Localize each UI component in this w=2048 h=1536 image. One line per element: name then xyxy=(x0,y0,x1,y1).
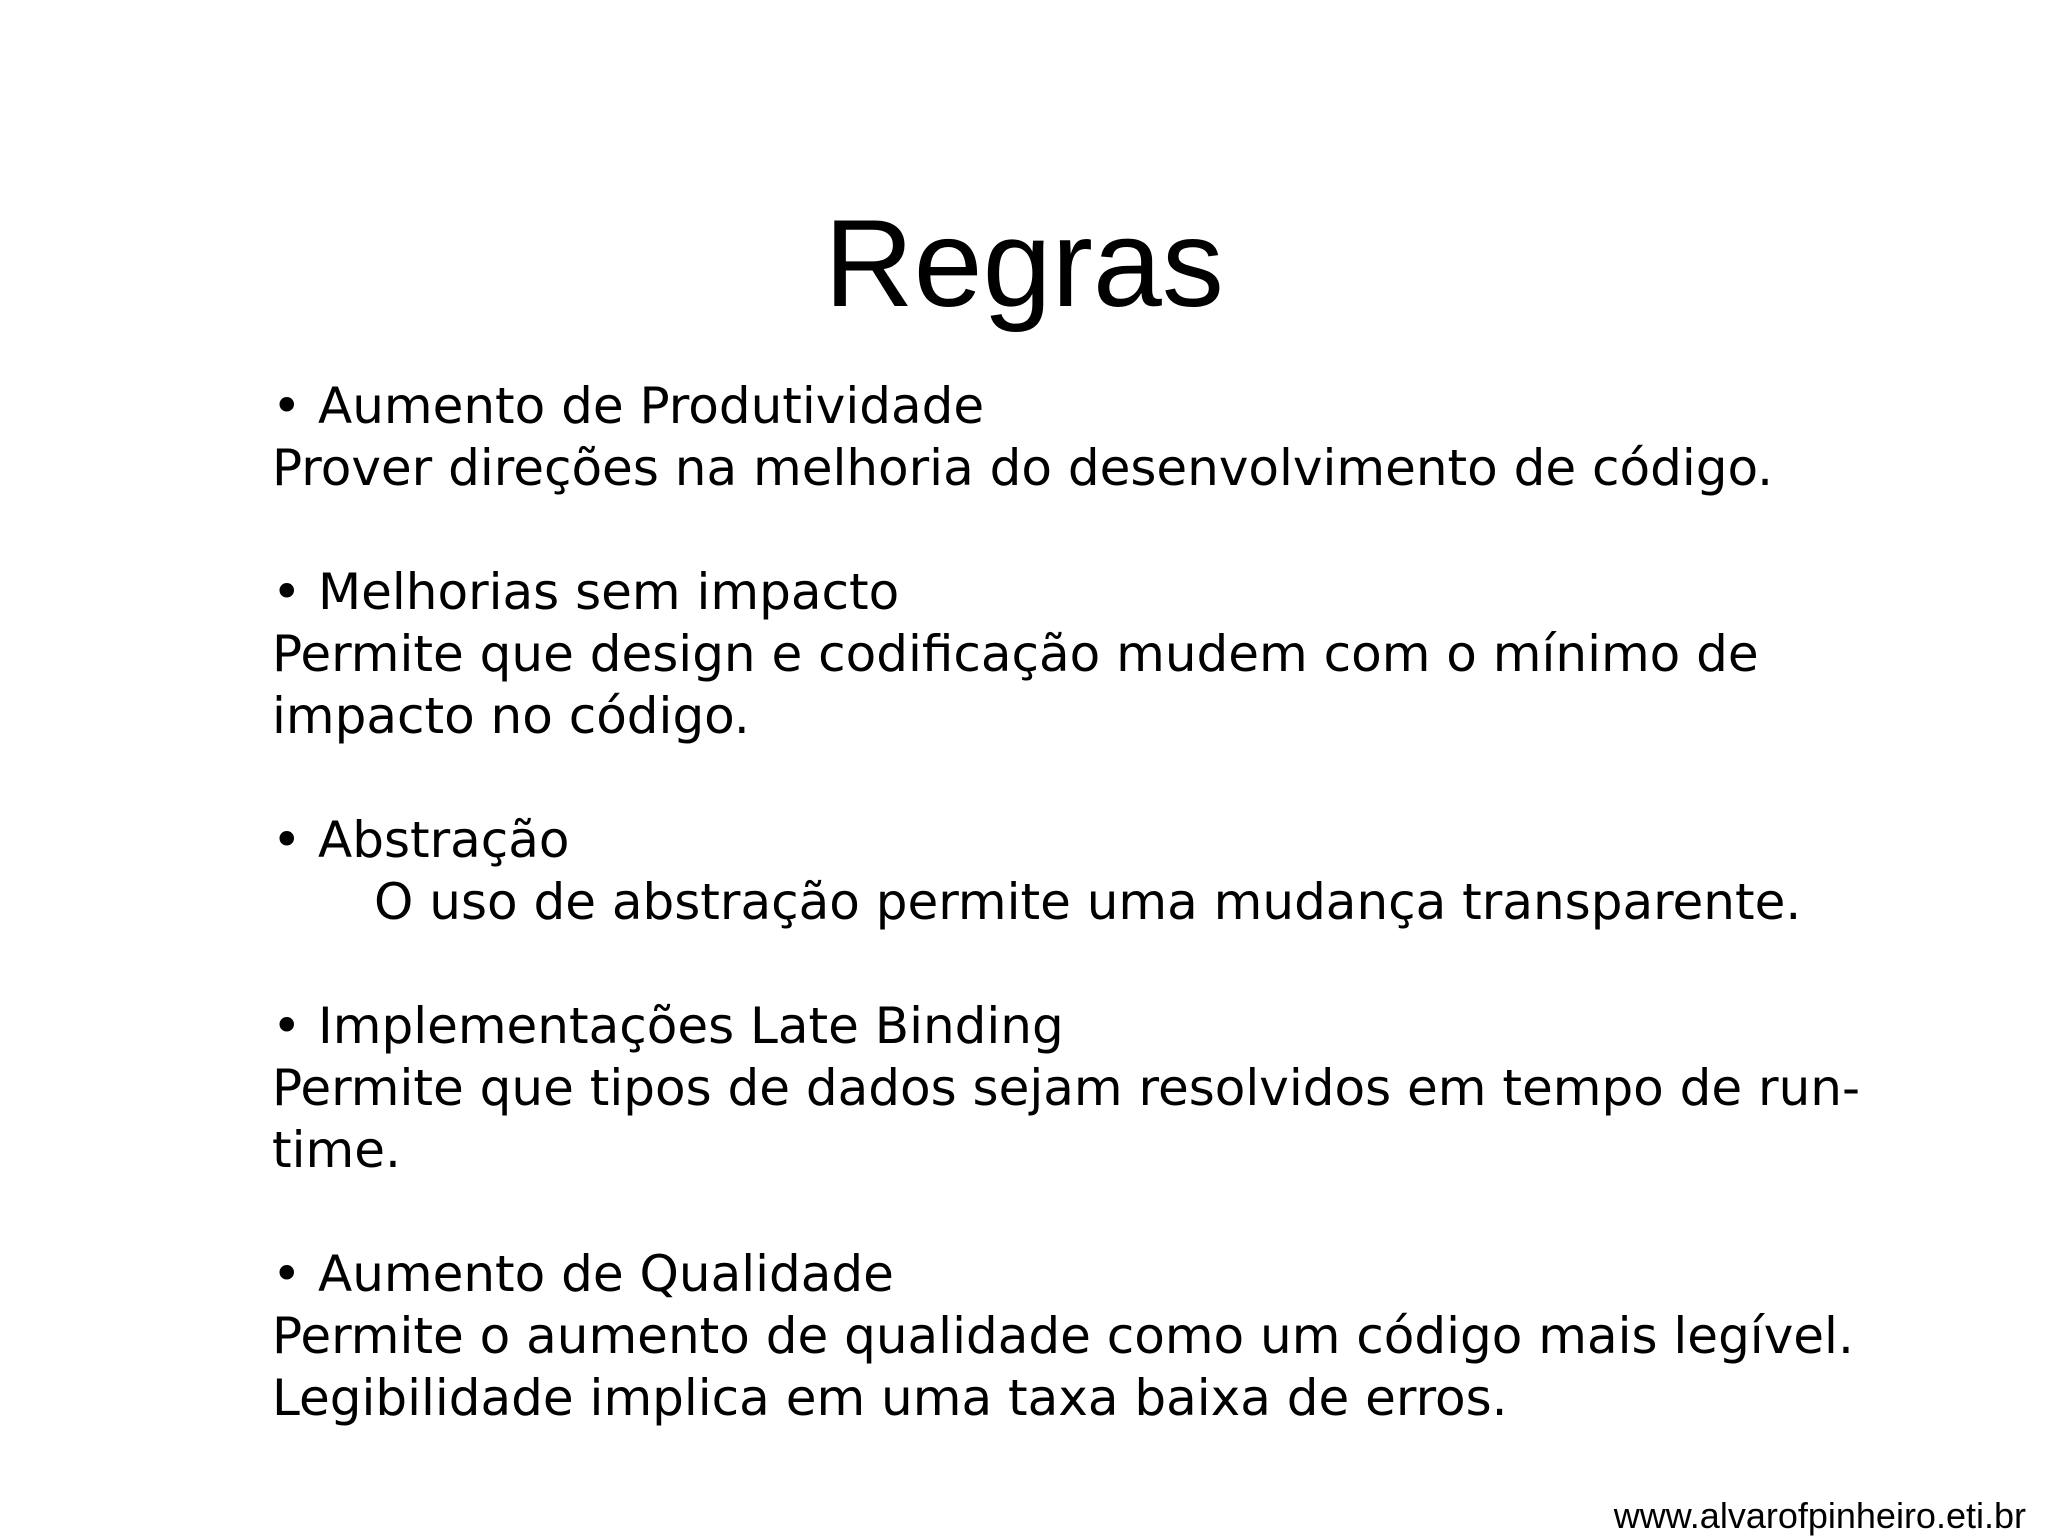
rule-item-improvements xyxy=(272,561,1872,747)
rule-description: Permite o aumento de qualidade como um código mais legível. Legibilidade implica em uma taxa baixa de erros. xyxy=(272,1307,1854,1427)
rule-heading-text: Implementações Late Binding xyxy=(318,997,1064,1055)
rule-heading xyxy=(272,561,1872,623)
rule-heading-text: Melhorias sem impacto xyxy=(318,563,900,621)
bullet-icon: • xyxy=(272,997,302,1055)
rule-heading xyxy=(272,995,1872,1057)
rule-description: O uso de abstração permite uma mudança transparente. xyxy=(374,873,1802,931)
bullet-icon: • xyxy=(272,1245,302,1303)
rule-description: Prover direções na melhoria do desenvolvimento de código. xyxy=(272,439,1774,497)
rule-heading xyxy=(272,375,1872,437)
bullet-icon: • xyxy=(272,377,302,435)
rule-description: Permite que design e codificação mudem com o mínimo de impacto no código. xyxy=(272,625,1759,745)
rule-heading xyxy=(272,1243,1872,1305)
rule-heading xyxy=(272,809,1872,871)
rule-item-abstraction xyxy=(272,809,1872,933)
rule-item-quality xyxy=(272,1243,1872,1429)
rule-heading-text: Abstração xyxy=(318,811,570,869)
rule-heading-text: Aumento de Qualidade xyxy=(318,1245,894,1303)
rules-list xyxy=(272,375,1872,1429)
bullet-icon: • xyxy=(272,563,302,621)
rule-item-late-binding xyxy=(272,995,1872,1181)
rule-description: Permite que tipos de dados sejam resolvidos em tempo de run-time. xyxy=(272,1059,1861,1179)
slide-title: Regras xyxy=(824,195,1224,334)
rule-item-productivity xyxy=(272,375,1872,499)
website-footer: www.alvarofpinheiro.eti.br xyxy=(1613,1495,2026,1536)
rule-heading-text: Aumento de Produtividade xyxy=(318,377,985,435)
bullet-icon: • xyxy=(272,811,302,869)
